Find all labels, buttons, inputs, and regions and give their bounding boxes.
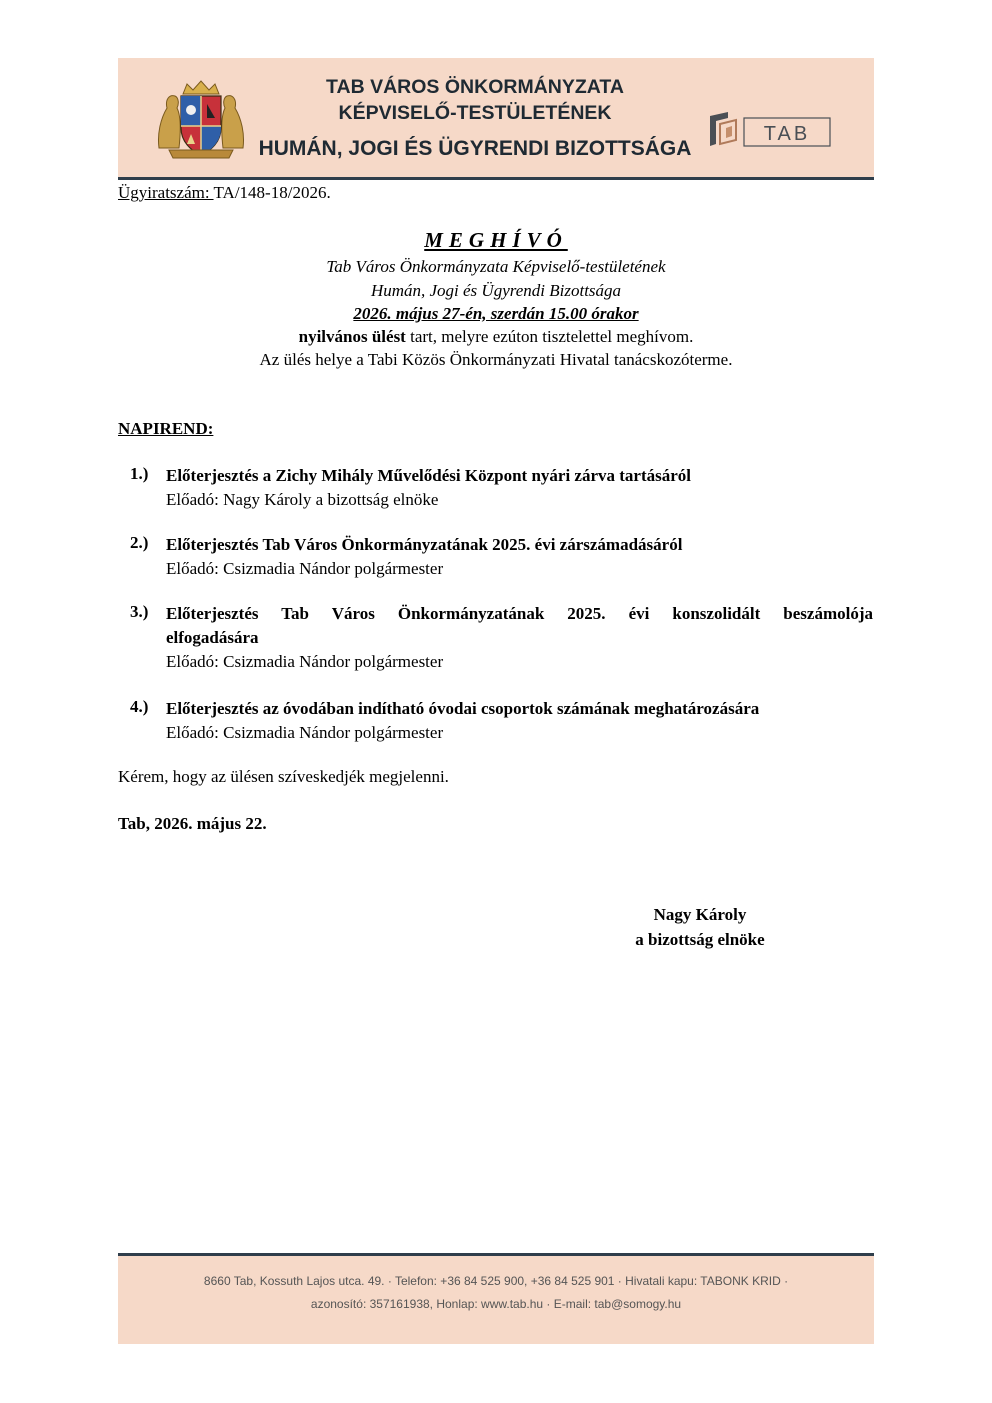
public-session-label: nyilvános ülést <box>298 327 406 346</box>
header-divider <box>118 177 874 180</box>
agenda-item-title-line-2: elfogadására <box>166 628 259 647</box>
letterhead-line-1: TAB VÁROS ÖNKORMÁNYZATA <box>326 76 624 98</box>
footer-line-2: azonosító: 357161938, Honlap: www.tab.hu · E-mail: tab@somogy.hu <box>310 1297 682 1311</box>
letterhead-titles <box>240 74 710 164</box>
meeting-date: 2026. május 27-én, szerdán 15.00 órakor <box>353 304 639 323</box>
coat-of-arms-icon <box>155 78 247 160</box>
agenda-item-presenter: Előadó: Csizmadia Nándor polgármester <box>166 652 444 671</box>
place-and-date: Tab, 2026. május 22. <box>118 814 267 833</box>
footer-line-1: 8660 Tab, Kossuth Lajos utca. 49. · Telefon: +36 84 525 900, +36 84 525 901 · Hivatali kapu: TABONK KRID · <box>203 1274 789 1288</box>
agenda-item-presenter: Előadó: Nagy Károly a bizottság elnöke <box>166 490 439 509</box>
letterhead-line-3: HUMÁN, JOGI ÉS ÜGYRENDI BIZOTTSÁGA <box>258 137 692 160</box>
footer <box>118 1256 874 1344</box>
agenda-item-presenter: Előadó: Csizmadia Nándor polgármester <box>166 559 444 578</box>
agenda-item-number: 4.) <box>130 697 149 716</box>
agenda-item-number: 3.) <box>130 602 149 621</box>
agenda-item-title: Előterjesztés Tab Város Önkormányzatának 2025. évi zárszámadásáról <box>166 535 683 554</box>
tab-logo-text: TAB <box>763 123 811 145</box>
reference-number <box>118 183 331 203</box>
invitation-line-2: Humán, Jogi és Ügyrendi Bizottsága <box>370 281 622 300</box>
reference-value: TA/148-18/2026. <box>213 183 331 202</box>
agenda-item-number: 2.) <box>130 533 149 552</box>
closing-text: Kérem, hogy az ülésen szíveskedjék megjelenni. <box>118 767 449 786</box>
agenda-item-presenter: Előadó: Csizmadia Nándor polgármester <box>166 723 444 742</box>
invitation-title: MEGHÍVÓ <box>424 228 568 252</box>
agenda-item-title: Előterjesztés az óvodában indítható óvodai csoportok számának meghatározására <box>166 699 760 718</box>
agenda-item-number: 1.) <box>130 464 149 483</box>
signatory-role: a bizottság elnöke <box>635 930 765 949</box>
letterhead-line-2: KÉPVISELŐ-TESTÜLETÉNEK <box>338 102 612 124</box>
agenda-item-title-line-1: Előterjesztés Tab Város Önkormányzatának 2025. évi konszolidált beszámolója <box>166 604 873 623</box>
invitation-line-4 <box>118 327 874 347</box>
tab-logo-icon <box>706 110 836 150</box>
invitation-line-4-rest: tart, melyre ezúton tisztelettel meghívom. <box>405 327 694 346</box>
meeting-venue: Az ülés helye a Tabi Közös Önkormányzati Hivatal tanácskozóterme. <box>259 350 733 369</box>
agenda-item-title: Előterjesztés a Zichy Mihály Művelődési Központ nyári zárva tartásáról <box>166 466 692 485</box>
signatory-name: Nagy Károly <box>653 905 747 924</box>
reference-label: Ügyiratszám: <box>118 183 214 202</box>
invitation-line-1: Tab Város Önkormányzata Képviselő-testületének <box>326 257 666 276</box>
agenda-heading: NAPIREND: <box>118 419 214 438</box>
